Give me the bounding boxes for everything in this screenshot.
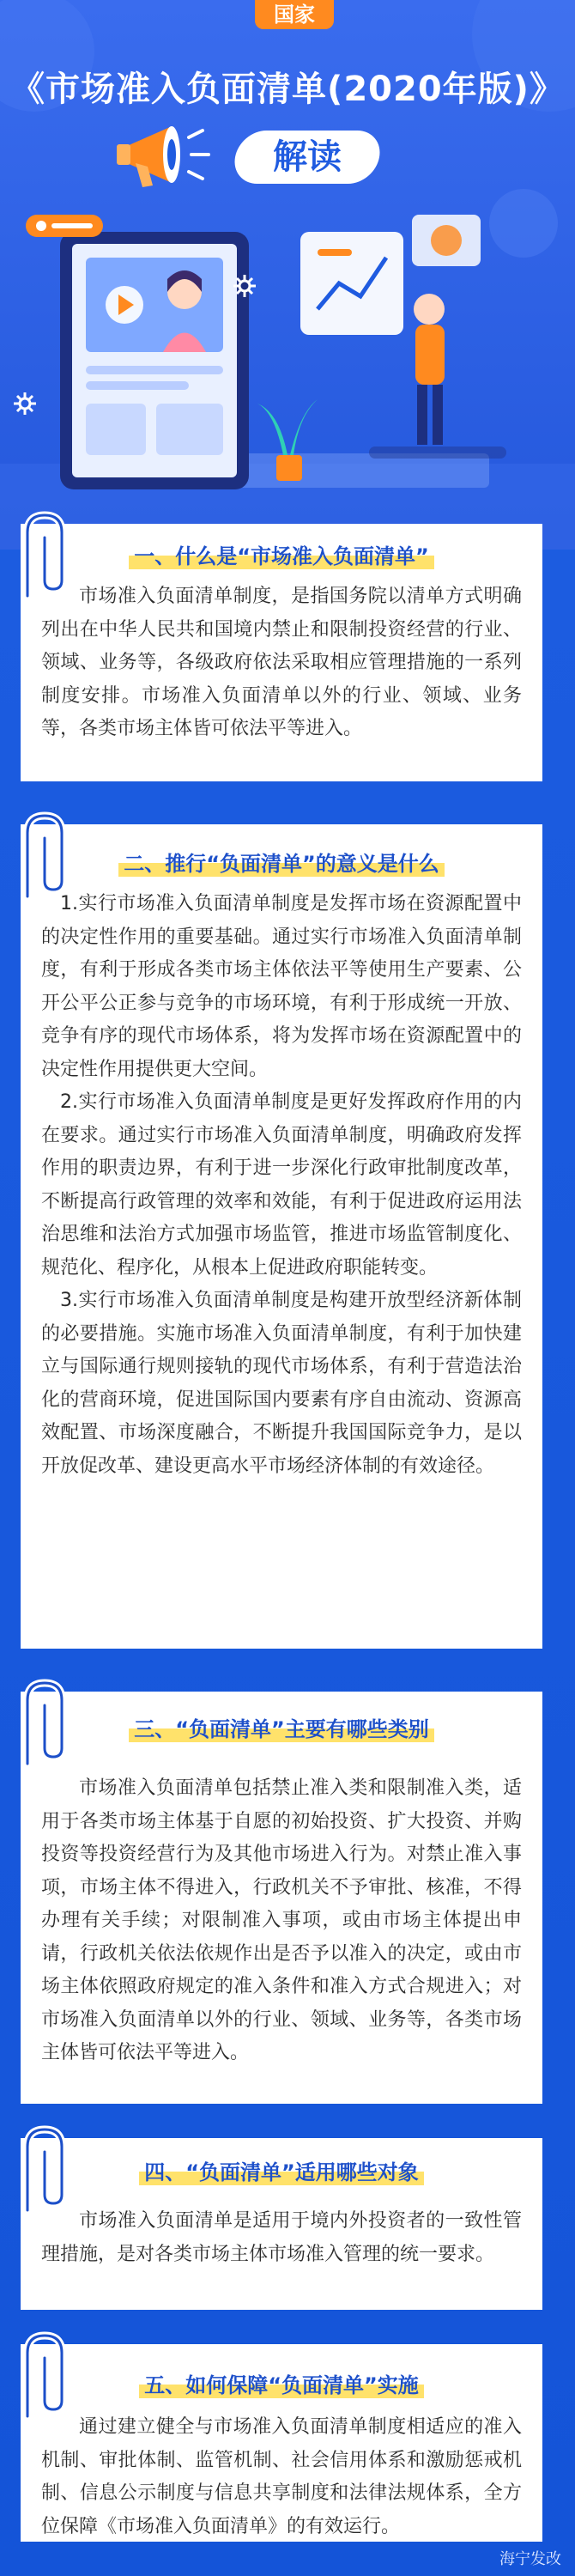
paperclip-icon	[9, 507, 86, 601]
section-paragraph: 3.实行市场准入负面清单制度是构建开放型经济新体制的必要措施。实施市场准入负面清单制度，有利于加快建立与国际通行规则接轨的现代市场体系，有利于营造法治化的营商环境，促进国际国内要素有序自由流动、资源高效配置、市场深度融合，不断提升我国国际竞争力，是以开放促改革、建设更高水平市场经济体制的有效途径。	[41, 1290, 522, 1477]
section-card-3	[21, 1692, 542, 2104]
paperclip-icon	[9, 2121, 86, 2215]
section-title-5: 五、如何保障“负面清单”实施	[21, 2368, 542, 2398]
section-body-4	[41, 2205, 522, 2271]
source-credit: 海宁发改	[499, 2550, 561, 2568]
section-title-3: 三、“负面清单”主要有哪些类别	[21, 1712, 542, 1742]
section-title-2: 二、推行“负面清单”的意义是什么	[21, 847, 542, 877]
section-title-4: 四、“负面清单”适用哪些对象	[21, 2155, 542, 2185]
hero-banner	[0, 0, 575, 550]
gear-icon	[232, 273, 257, 299]
paperclip-icon	[9, 807, 86, 902]
section-paragraph: 通过建立健全与市场准入负面清单制度相适应的准入机制、审批体制、监管机制、社会信用体系和激励惩戒机制、信息公示制度与信息共享制度和法律法规体系，全方位保障《市场准入负面清单》的有效运行。	[41, 2416, 522, 2537]
paperclip-icon	[9, 1674, 86, 1769]
section-card-5	[21, 2344, 542, 2542]
section-body-3	[41, 1772, 522, 2070]
section-body-2	[41, 888, 522, 1483]
category-badge: 国家	[255, 0, 334, 29]
section-paragraph: 市场准入负面清单是适用于境内外投资者的一致性管理措施，是对各类市场主体市场准入管理的统一要求。	[41, 2210, 522, 2265]
page-subtitle: 解读	[273, 137, 342, 177]
section-body-5	[41, 2411, 522, 2543]
paperclip-icon	[9, 2327, 86, 2421]
tablet-video-icon	[0, 197, 575, 498]
section-card-1	[21, 524, 542, 781]
section-paragraph: 2.实行市场准入负面清单制度是更好发挥政府作用的内在要求。通过实行市场准入负面清单制度，明确政府发挥作用的职责边界，有利于进一步深化行政审批制度改革，不断提高行政管理的效率和效能，有利于促进政府运用法治思维和法治方式加强市场监管，推进市场监管制度化、规范化、程序化，从根本上促进政府职能转变。	[41, 1091, 522, 1279]
section-paragraph: 1.实行市场准入负面清单制度是发挥市场在资源配置中的决定性作用的重要基础。通过实行市场准入负面清单制度，有利于形成各类市场主体依法平等使用生产要素、公开公平公正参与竞争的市场环境，有利于形成统一开放、竞争有序的现代市场体系，将为发挥市场在资源配置中的决定性作用提供更大空间。	[41, 893, 522, 1080]
section-paragraph: 市场准入负面清单包括禁止准入类和限制准入类，适用于各类市场主体基于自愿的初始投资、扩大投资、并购投资等投资经营行为及其他市场进入行为。对禁止准入事项，市场主体不得进入，行政机关不予审批、核准，不得办理有关手续；对限制准入事项，或由市场主体提出申请，行政机关依法依规作出是否予以准入的决定，或由市场主体依照政府规定的准入条件和准入方式合规进入；对市场准入负面清单以外的行业、领域、业务等，各类市场主体皆可依法平等进入。	[41, 1777, 522, 2063]
gear-icon	[12, 391, 38, 416]
section-card-4	[21, 2138, 542, 2310]
section-title-1: 一、什么是“市场准入负面清单”	[21, 539, 542, 569]
page-title: 《市场准入负面清单(2020年版)》	[10, 70, 565, 109]
section-body-1	[41, 580, 522, 746]
megaphone-icon	[110, 112, 221, 197]
section-card-2	[21, 824, 542, 1649]
section-paragraph: 市场准入负面清单制度，是指国务院以清单方式明确列出在中华人民共和国境内禁止和限制投资经营的行业、领域、业务等，各级政府依法采取相应管理措施的一系列制度安排。市场准入负面清单以外的行业、领域、业务等，各类市场主体皆可依法平等进入。	[41, 586, 522, 739]
